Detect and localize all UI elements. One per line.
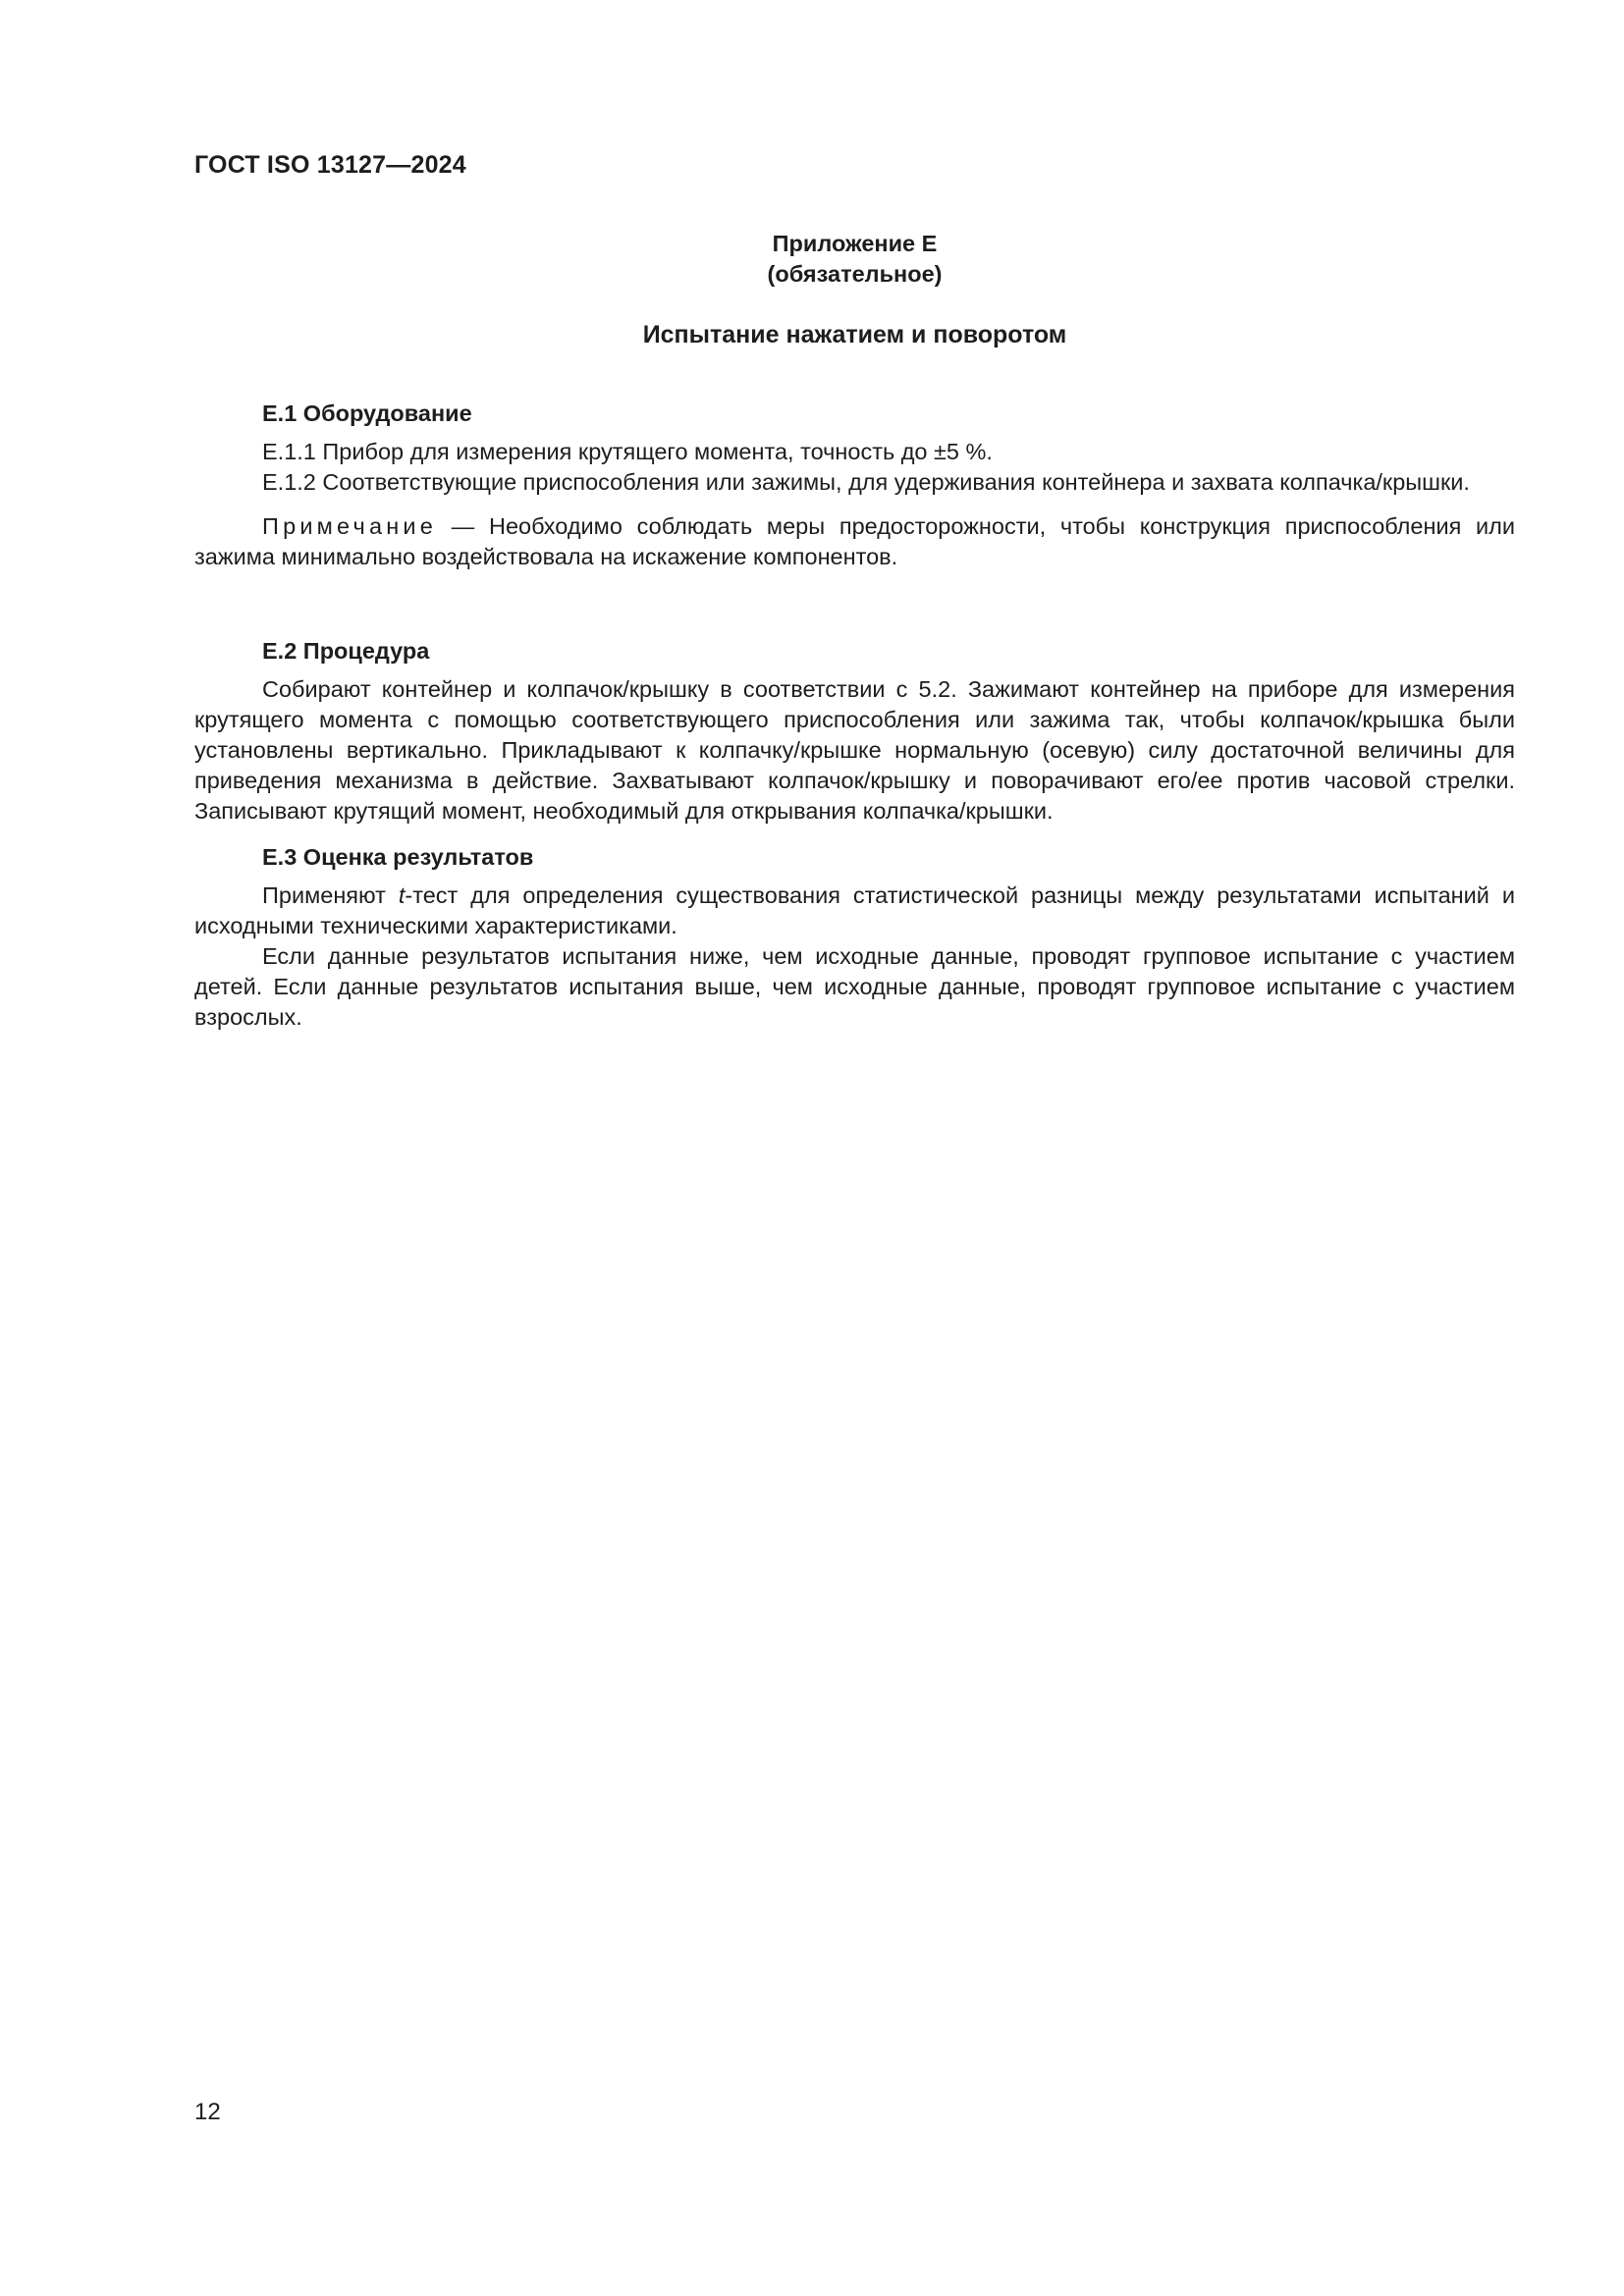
document-code: ГОСТ ISO 13127—2024: [194, 151, 466, 179]
paragraph: [194, 881, 1515, 941]
text-run: Применяют: [262, 882, 399, 908]
paragraph: Е.1.1 Прибор для измерения крутящего момента, точность до ±5 %.: [262, 439, 993, 464]
section-procedure: [194, 636, 1515, 827]
annex-status: (обязательное): [767, 261, 943, 287]
annex-title: Приложение Е: [772, 231, 938, 256]
annex-heading: [194, 229, 1515, 290]
section-heading: Е.3 Оценка результатов: [262, 844, 534, 870]
page-number: 12: [194, 2099, 221, 2125]
paragraph: Если данные результатов испытания ниже, чем исходные данные, проводят групповое испытание с участием детей. Если данные результатов испытания выше, чем исходные данные, проводят групповое испытание с участием взрослых.: [194, 943, 1515, 1030]
section-evaluation: [194, 842, 1515, 1033]
note-label: Примечание: [262, 513, 438, 539]
note: [194, 511, 1515, 572]
section-heading: Е.1 Оборудование: [262, 400, 472, 426]
paragraph: Собирают контейнер и колпачок/крышку в соответствии с 5.2. Зажимают контейнер на приборе для измерения крутящего момента с помощью соответствующего приспособления или зажима так, чтобы колпачок/крышка были установлены вертикально. Прикладывают к колпачку/крышке нормальную (осевую) силу достаточной величины для приведения механизма в действие. Захватывают колпачок/крышку и поворачивают его/ее против часовой стрелки. Записывают крутящий момент, необходимый для открывания колпачка/крышки.: [194, 676, 1515, 824]
text-run: -тест для определения существования статистической разницы между результатами испытаний и исходными техническими характеристиками.: [194, 882, 1515, 938]
annex-main-title: Испытание нажатием и поворотом: [642, 321, 1067, 348]
text-run-italic: t: [398, 882, 406, 908]
paragraph: Е.1.2 Соответствующие приспособления или зажимы, для удерживания контейнера и захвата колпачка/крышки.: [262, 469, 1470, 495]
section-heading: Е.2 Процедура: [262, 638, 430, 664]
note-text: — Необходимо соблюдать меры предосторожности, чтобы конструкция приспособления или зажима минимально воздействовала на искажение компонентов.: [194, 513, 1515, 569]
section-equipment: [194, 399, 1515, 572]
